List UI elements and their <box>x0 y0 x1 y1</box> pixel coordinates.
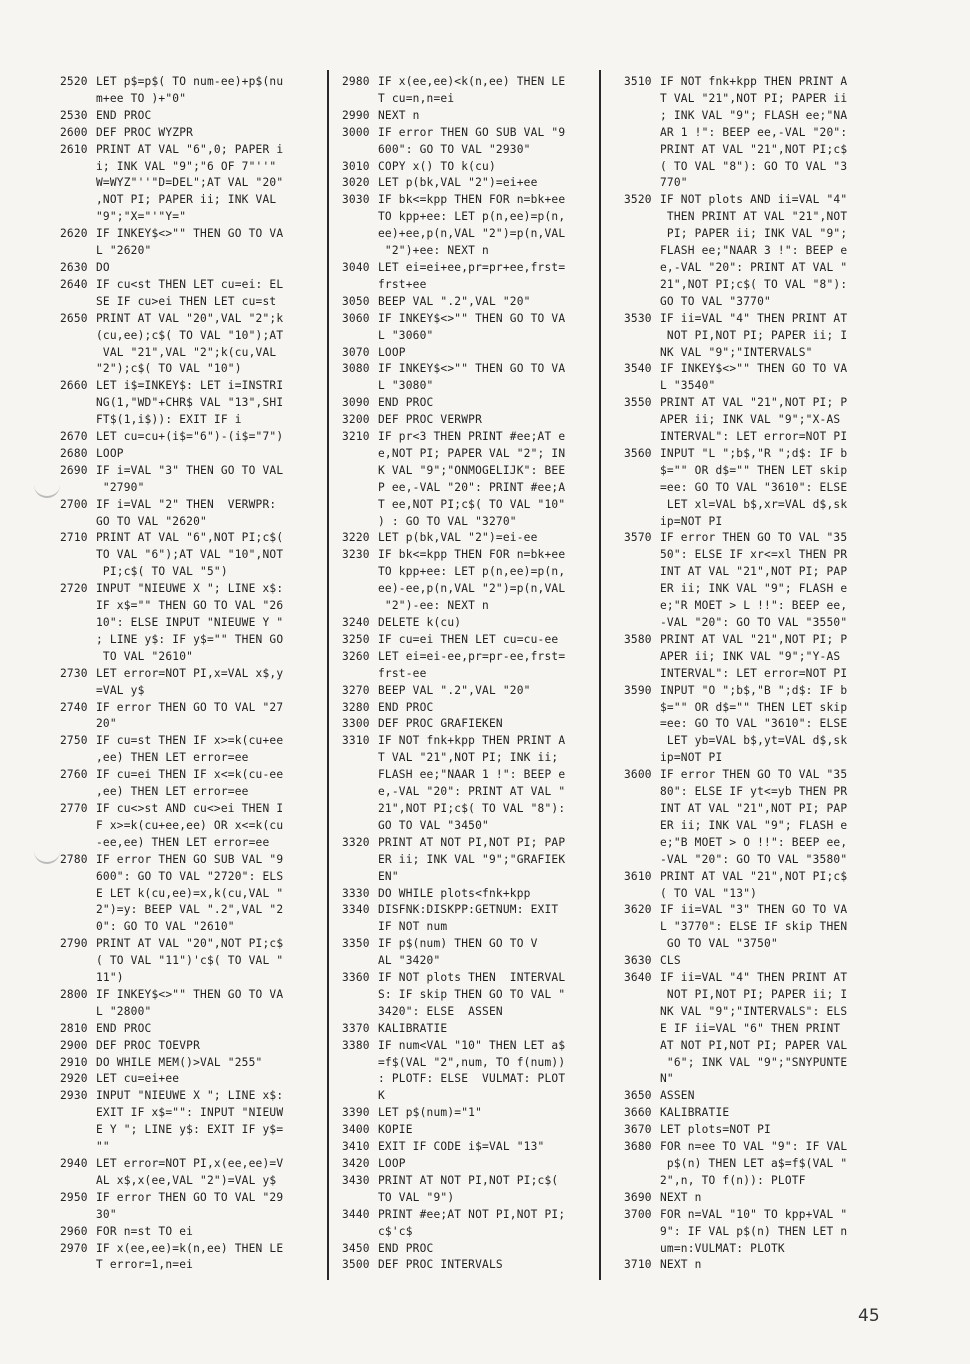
code-text: IF x(ee,ee)<k(n,ee) THEN LE T cu=n,n=ei <box>378 75 566 105</box>
code-text: IF INKEY$<>"" THEN GO TO VA L "2620" <box>96 227 284 258</box>
code-text: IF cu=ei THEN LET cu=cu-ee <box>378 632 559 646</box>
line-number: 2940 <box>60 1157 88 1170</box>
program-line <box>342 260 586 294</box>
line-number: 3260 <box>342 649 370 663</box>
column-divider <box>599 70 601 1280</box>
code-text: KALIBRATIE <box>660 1106 730 1120</box>
line-number: 2970 <box>60 1241 88 1255</box>
line-number: 3090 <box>342 396 370 410</box>
code-text: DO WHILE MEM()>VAL "255" <box>96 1055 263 1069</box>
line-number: 3070 <box>342 345 370 359</box>
program-line <box>60 378 322 429</box>
line-number: 2750 <box>60 734 88 748</box>
code-text: KOPIE <box>378 1123 413 1137</box>
code-text: LOOP <box>96 446 124 460</box>
line-number: 3620 <box>624 903 652 917</box>
program-line <box>342 970 586 1021</box>
program-line <box>60 260 322 277</box>
line-number: 2950 <box>60 1190 88 1204</box>
code-text: END PROC <box>96 1021 152 1035</box>
line-number: 3510 <box>624 75 652 88</box>
code-text: COPY x() TO k(cu) <box>378 159 496 173</box>
program-line <box>60 1071 322 1088</box>
code-text: IF bk<=kpp THEN FOR n=bk+ee TO kpp+ee: LET p(n,ee)=p(n, ee)+ee,p(n,VAL "2")=p(n,VAL "2")+ee: NEXT n <box>378 193 566 258</box>
line-number: 3210 <box>342 430 370 444</box>
program-line <box>624 361 870 395</box>
code-text: IF cu=st THEN IF x>=k(cu+ee ,ee) THEN LET error=ee <box>96 734 284 765</box>
program-line <box>624 530 870 631</box>
code-text: IF error THEN GO TO VAL "27 20" <box>96 700 284 731</box>
program-line <box>342 345 586 362</box>
program-line <box>60 1021 322 1038</box>
code-text: LET plots=NOT PI <box>660 1123 771 1137</box>
program-line <box>60 1190 322 1224</box>
line-number: 3580 <box>624 632 652 646</box>
program-line <box>342 361 586 395</box>
program-line <box>624 902 870 953</box>
line-number: 3320 <box>342 835 370 849</box>
line-number: 3420 <box>342 1157 370 1170</box>
program-line <box>624 970 870 1088</box>
program-line <box>624 1257 870 1274</box>
line-number: 3270 <box>342 683 370 697</box>
line-number: 2720 <box>60 582 88 596</box>
program-line <box>60 1224 322 1241</box>
program-line <box>342 429 586 530</box>
program-line <box>342 733 586 834</box>
code-text: NEXT n <box>660 1190 702 1204</box>
code-text: PRINT #ee;AT NOT PI,NOT PI; c$'c$ <box>378 1207 566 1238</box>
program-line <box>624 192 870 310</box>
code-text: NEXT n <box>378 108 420 122</box>
code-text: LOOP <box>378 345 406 359</box>
line-number: 3680 <box>624 1140 652 1154</box>
program-line <box>342 1257 586 1274</box>
line-number: 2760 <box>60 768 88 782</box>
program-line <box>342 547 586 615</box>
program-line <box>342 1122 586 1139</box>
code-text: INPUT "O ";b$,"B ";d$: IF b $="" OR d$="" THEN LET skip =ee: GO TO VAL "3610": ELSE LET yb=VAL b$,yt=VAL d$,sk ip=NOT PI <box>660 683 848 765</box>
line-number: 2690 <box>60 463 88 477</box>
code-text: PRINT AT VAL "20",VAL "2";k (cu,ee);c$( TO VAL "10");AT VAL "21",VAL "2";k(cu,VAL "2");c$( TO VAL "10") <box>96 311 284 376</box>
program-line <box>624 1139 870 1190</box>
program-line <box>342 1038 586 1106</box>
code-text: PRINT AT VAL "6",NOT PI;c$( TO VAL "6");AT VAL "10",NOT PI;c$( TO VAL "5") <box>96 531 284 579</box>
line-number: 3250 <box>342 632 370 646</box>
code-text: LET cu=cu+(i$="6")-(i$="7") <box>96 430 284 444</box>
program-line <box>624 1122 870 1139</box>
program-line <box>342 835 586 886</box>
code-text: LET p(bk,VAL "2")=ei-ee <box>378 531 538 545</box>
line-number: 3530 <box>624 311 652 325</box>
program-line <box>342 1156 586 1173</box>
code-text: LET i$=INKEY$: LET i=INSTRI NG(1,"WD"+CHR$ VAL "13",SHI FT$(1,i$)): EXIT IF i <box>96 379 284 427</box>
line-number: 3220 <box>342 531 370 545</box>
line-number: 2600 <box>60 125 88 139</box>
program-line <box>342 1241 586 1258</box>
line-number: 3040 <box>342 260 370 274</box>
line-number: 2640 <box>60 277 88 291</box>
line-number: 3650 <box>624 1089 652 1103</box>
line-number: 3200 <box>342 413 370 427</box>
code-text: DO <box>96 260 110 274</box>
line-number: 3430 <box>342 1173 370 1187</box>
code-text: IF i=VAL "2" THEN VERWPR: GO TO VAL "2620" <box>96 497 277 528</box>
code-text: LET p$(num)="1" <box>378 1106 483 1120</box>
code-text: DELETE k(cu) <box>378 616 462 629</box>
program-line <box>342 125 586 159</box>
program-line <box>342 1021 586 1038</box>
line-number: 3710 <box>624 1258 652 1272</box>
line-number: 3410 <box>342 1140 370 1154</box>
line-number: 2670 <box>60 430 88 444</box>
code-text: IF error THEN GO TO VAL "29 30" <box>96 1190 284 1221</box>
code-text: LET error=NOT PI,x=VAL x$,y =VAL y$ <box>96 666 284 697</box>
program-line <box>342 1173 586 1207</box>
program-line <box>60 530 322 581</box>
program-line <box>342 1139 586 1156</box>
code-text: END PROC <box>378 700 434 714</box>
program-line <box>624 683 870 768</box>
code-text: END PROC <box>378 1241 434 1255</box>
code-text: IF error THEN GO SUB VAL "9 600": GO TO VAL "2720": ELS E LET k(cu,ee)=x,k(cu,VAL " 2")=y: BEEP VAL ".2",VAL "2 0": GO TO VAL "2610" <box>96 852 284 934</box>
code-text: KALIBRATIE <box>378 1021 448 1035</box>
code-text: PRINT AT VAL "20",NOT PI;c$ ( TO VAL "11")'c$( TO VAL " 11") <box>96 937 284 985</box>
line-number: 3390 <box>342 1106 370 1120</box>
binder-hole-mark <box>34 850 60 864</box>
code-text: FOR n=VAL "10" TO kpp+VAL " 9": IF VAL p$(n) THEN LET n um=n:VULMAT: PLOTK <box>660 1207 848 1255</box>
program-line <box>342 886 586 903</box>
code-text: IF ii=VAL "3" THEN GO TO VA L "3770": ELSE IF skip THEN GO TO VAL "3750" <box>660 903 848 951</box>
line-number: 2530 <box>60 108 88 122</box>
line-number: 2960 <box>60 1224 88 1238</box>
line-number: 3030 <box>342 193 370 207</box>
code-text: PRINT AT VAL "21",NOT PI;c$ ( TO VAL "13") <box>660 869 848 900</box>
code-text: IF ii=VAL "4" THEN PRINT AT NOT PI,NOT PI; PAPER ii; I NK VAL "9";"INTERVALS" <box>660 311 848 359</box>
code-text: PRINT AT VAL "21",NOT PI; P APER ii; INK VAL "9";"X-AS INTERVAL": LET error=NOT PI <box>660 396 848 444</box>
line-number: 3440 <box>342 1207 370 1221</box>
code-text: PRINT AT VAL "6",0; PAPER i i; INK VAL "9";"6 OF 7"''" W=WYZ"''"D=DEL";AT VAL "20" ,NOT PI; PAPER ii; INK VAL "9";"X="'"Y=" <box>96 142 284 224</box>
program-line <box>60 666 322 700</box>
program-line <box>342 1105 586 1122</box>
line-number: 2810 <box>60 1021 88 1035</box>
program-line <box>342 175 586 192</box>
line-number: 2710 <box>60 531 88 545</box>
line-number: 2770 <box>60 801 88 815</box>
program-line <box>60 226 322 260</box>
code-text: END PROC <box>378 396 434 410</box>
program-line <box>60 125 322 142</box>
line-number: 3540 <box>624 362 652 376</box>
program-line <box>60 700 322 734</box>
line-number: 3610 <box>624 869 652 883</box>
code-text: DEF PROC GRAFIEKEN <box>378 717 503 731</box>
program-line <box>60 801 322 852</box>
program-line <box>342 615 586 632</box>
program-line <box>60 446 322 463</box>
program-line <box>60 463 322 497</box>
code-text: IF bk<=kpp THEN FOR n=bk+ee TO kpp+ee: LET p(n,ee)=p(n, ee)-ee,p(n,VAL "2")=p(n,VAL "2")-ee: NEXT n <box>378 548 566 613</box>
code-text: BEEP VAL ".2",VAL "20" <box>378 294 531 308</box>
line-number: 2650 <box>60 311 88 325</box>
program-line <box>342 700 586 717</box>
code-text: IF x(ee,ee)=k(n,ee) THEN LE T error=1,n=ei <box>96 1241 284 1272</box>
program-line <box>342 902 586 936</box>
code-text: LET ei=ei+ee,pr=pr+ee,frst= frst+ee <box>378 260 566 291</box>
code-text: IF ii=VAL "4" THEN PRINT AT NOT PI,NOT PI; PAPER ii; I NK VAL "9";"INTERVALS": ELS E IF ii=VAL "6" THEN PRINT AT NOT PI,NOT PI; PAPER VAL "6"; INK VAL "9";"SNYPUNTE N" <box>660 971 848 1086</box>
column-divider <box>327 70 329 1280</box>
code-text: INPUT "NIEUWE X "; LINE x$: EXIT IF x$="": INPUT "NIEUW E Y "; LINE y$: EXIT IF y$= "" <box>96 1089 284 1154</box>
code-text: FOR n=st TO ei <box>96 1224 194 1238</box>
line-number: 3630 <box>624 954 652 968</box>
code-text: END PROC <box>96 108 152 122</box>
line-number: 2980 <box>342 75 370 88</box>
code-text: IF NOT plots THEN INTERVAL S: IF skip THEN GO TO VAL " 3420": ELSE ASSEN <box>378 971 566 1018</box>
program-line <box>342 395 586 412</box>
program-line <box>624 1088 870 1105</box>
code-text: LOOP <box>378 1157 406 1170</box>
code-text: LET ei=ei-ee,pr=pr-ee,frst= frst-ee <box>378 649 566 680</box>
program-line <box>342 311 586 345</box>
line-number: 3400 <box>342 1123 370 1137</box>
program-line <box>60 74 322 108</box>
program-line <box>624 311 870 362</box>
line-number: 2920 <box>60 1072 88 1086</box>
line-number: 3590 <box>624 683 652 697</box>
code-text: EXIT IF CODE i$=VAL "13" <box>378 1140 545 1154</box>
program-line <box>342 683 586 700</box>
line-number: 2910 <box>60 1055 88 1069</box>
program-line <box>60 311 322 379</box>
code-text: IF INKEY$<>"" THEN GO TO VA L "3060" <box>378 311 566 342</box>
listing-column-1 <box>60 74 322 1274</box>
line-number: 3380 <box>342 1038 370 1052</box>
code-text: DEF PROC WYZPR <box>96 125 194 139</box>
program-line <box>60 142 322 227</box>
code-text: IF NOT fnk+kpp THEN PRINT A T VAL "21",NOT PI; PAPER ii ; INK VAL "9"; FLASH ee;"NA AR 1 !": BEEP ee,-VAL "20": PRINT AT VAL "21",NOT PI;c$ ( TO VAL "8"): GO TO VAL "3 770" <box>660 75 848 190</box>
code-text: IF pr<3 THEN PRINT #ee;AT e e,NOT PI; PAPER VAL "2"; IN K VAL "9";"ONMOGELIJK": BEE P ee,-VAL "20": PRINT #ee;A T ee,NOT PI;c$( TO VAL "10" ) : GO TO VAL "3270" <box>378 430 566 528</box>
line-number: 2630 <box>60 260 88 274</box>
code-text: IF INKEY$<>"" THEN GO TO VA L "3080" <box>378 362 566 393</box>
line-number: 3500 <box>342 1258 370 1272</box>
program-line <box>60 987 322 1021</box>
code-text: DEF PROC VERWPR <box>378 413 483 427</box>
program-line <box>342 294 586 311</box>
code-text: PRINT AT VAL "21",NOT PI; P APER ii; INK VAL "9";"Y-AS INTERVAL": LET error=NOT PI <box>660 632 848 680</box>
code-text: IF error THEN GO TO VAL "35 50": ELSE IF xr<=xl THEN PR INT AT VAL "21",NOT PI; PAP ER ii; INK VAL "9"; FLASH e e;"R MOET > L !!": BEEP ee, -VAL "20": GO TO VAL "3550" <box>660 531 848 629</box>
program-line <box>342 716 586 733</box>
code-text: IF INKEY$<>"" THEN GO TO VA L "2800" <box>96 987 284 1018</box>
program-line <box>624 953 870 970</box>
line-number: 2900 <box>60 1038 88 1052</box>
code-text: DEF PROC TOEVPR <box>96 1038 201 1052</box>
code-text: IF INKEY$<>"" THEN GO TO VA L "3540" <box>660 362 848 393</box>
code-text: LET p(bk,VAL "2")=ei+ee <box>378 176 538 190</box>
line-number: 2620 <box>60 227 88 241</box>
listing-column-2 <box>342 74 586 1274</box>
program-line <box>342 530 586 547</box>
program-line <box>60 1038 322 1055</box>
line-number: 2730 <box>60 666 88 680</box>
line-number: 3050 <box>342 294 370 308</box>
code-text: IF cu=ei THEN IF x<=k(cu-ee ,ee) THEN LET error=ee <box>96 768 284 799</box>
line-number: 3230 <box>342 548 370 562</box>
line-number: 3370 <box>342 1021 370 1035</box>
program-line <box>60 767 322 801</box>
program-line <box>342 192 586 260</box>
line-number: 3600 <box>624 768 652 782</box>
line-number: 3350 <box>342 937 370 951</box>
program-line <box>624 1190 870 1207</box>
line-number: 3660 <box>624 1106 652 1120</box>
code-text: IF error THEN GO SUB VAL "9 600": GO TO VAL "2930" <box>378 125 566 156</box>
line-number: 3690 <box>624 1190 652 1204</box>
line-number: 3670 <box>624 1123 652 1137</box>
code-text: IF p$(num) THEN GO TO V AL "3420" <box>378 937 538 968</box>
line-number: 3450 <box>342 1241 370 1255</box>
code-text: PRINT AT NOT PI,NOT PI;c$( TO VAL "9") <box>378 1173 559 1204</box>
listing-column-3 <box>624 74 870 1274</box>
code-text: ASSEN <box>660 1089 695 1103</box>
line-number: 2790 <box>60 937 88 951</box>
program-line <box>342 74 586 108</box>
code-text: IF cu<st THEN LET cu=ei: EL SE IF cu>ei THEN LET cu=st <box>96 277 284 308</box>
program-line <box>60 497 322 531</box>
line-number: 2610 <box>60 142 88 156</box>
line-number: 3700 <box>624 1207 652 1221</box>
line-number: 2800 <box>60 987 88 1001</box>
line-number: 3010 <box>342 159 370 173</box>
binder-hole-mark <box>34 484 60 498</box>
program-line <box>624 446 870 531</box>
line-number: 3240 <box>342 616 370 629</box>
program-line <box>342 108 586 125</box>
line-number: 3310 <box>342 734 370 748</box>
line-number: 3000 <box>342 125 370 139</box>
line-number: 3300 <box>342 717 370 731</box>
code-text: IF error THEN GO TO VAL "35 80": ELSE IF yt<=yb THEN PR INT AT VAL "21",NOT PI; PAP ER ii; INK VAL "9"; FLASH e e;"B MOET > O !!": BEEP ee, -VAL "20": GO TO VAL "3580" <box>660 768 848 866</box>
program-line <box>60 1156 322 1190</box>
code-text: INPUT "L ";b$,"R ";d$: IF b $="" OR d$="" THEN LET skip =ee: GO TO VAL "3610": ELSE LET xl=VAL b$,xr=VAL d$,sk ip=NOT PI <box>660 446 848 528</box>
line-number: 3340 <box>342 903 370 917</box>
line-number: 3280 <box>342 700 370 714</box>
code-text: CLS <box>660 954 681 968</box>
line-number: 2740 <box>60 700 88 714</box>
line-number: 2660 <box>60 379 88 393</box>
line-number: 3570 <box>624 531 652 545</box>
program-line <box>624 767 870 868</box>
code-text: IF num<VAL "10" THEN LET a$ =f$(VAL "2",num, TO f(num)) : PLOTF: ELSE VULMAT: PLOT K <box>378 1038 566 1103</box>
program-line <box>60 733 322 767</box>
program-line <box>60 1241 322 1275</box>
line-number: 2990 <box>342 108 370 122</box>
line-number: 3550 <box>624 396 652 410</box>
line-number: 2930 <box>60 1089 88 1103</box>
line-number: 2780 <box>60 852 88 866</box>
code-text: IF NOT plots AND ii=VAL "4" THEN PRINT AT VAL "21",NOT PI; PAPER ii; INK VAL "9"; FLASH ee;"NAAR 3 !": BEEP e e,-VAL "20": PRINT AT VAL " 21",NOT PI;c$( TO VAL "8"): GO TO VAL "3770" <box>660 193 848 308</box>
code-text: BEEP VAL ".2",VAL "20" <box>378 683 531 697</box>
code-text: IF i=VAL "3" THEN GO TO VAL "2790" <box>96 463 284 494</box>
program-line <box>624 74 870 192</box>
page-number: 45 <box>858 1306 880 1326</box>
line-number: 3360 <box>342 971 370 985</box>
code-text: DEF PROC INTERVALS <box>378 1258 503 1272</box>
program-line <box>60 429 322 446</box>
code-text: PRINT AT NOT PI,NOT PI; PAP ER ii; INK VAL "9";"GRAFIEK EN" <box>378 835 566 883</box>
code-text: NEXT n <box>660 1258 702 1272</box>
program-line <box>60 581 322 666</box>
line-number: 2700 <box>60 497 88 511</box>
line-number: 2680 <box>60 446 88 460</box>
code-text: IF NOT fnk+kpp THEN PRINT A T VAL "21",NOT PI; INK ii; FLASH ee;"NAAR 1 !": BEEP e e,-VAL "20": PRINT AT VAL " 21",NOT PI;c$( TO VAL "8"): GO TO VAL "3450" <box>378 734 566 832</box>
program-line <box>624 1105 870 1122</box>
code-text: LET p$=p$( TO num-ee)+p$(nu m+ee TO )+"0" <box>96 75 284 105</box>
program-line <box>342 936 586 970</box>
code-text: IF cu<>st AND cu<>ei THEN I F x>=k(cu+ee,ee) OR x<=k(cu -ee,ee) THEN LET error=ee <box>96 801 284 849</box>
program-line <box>60 277 322 311</box>
line-number: 3060 <box>342 311 370 325</box>
program-line <box>342 159 586 176</box>
code-text: FOR n=ee TO VAL "9": IF VAL p$(n) THEN LET a$=f$(VAL " 2",n, TO f(n)): PLOTF <box>660 1140 848 1187</box>
program-line <box>60 1088 322 1156</box>
code-text: DISFNK:DISKPP:GETNUM: EXIT IF NOT num <box>378 903 559 934</box>
program-line <box>60 936 322 987</box>
program-line <box>342 632 586 649</box>
line-number: 3020 <box>342 176 370 190</box>
program-line <box>60 852 322 937</box>
code-text: INPUT "NIEUWE X "; LINE x$: IF x$="" THEN GO TO VAL "26 10": ELSE INPUT "NIEUWE Y " ; LINE y$: IF y$="" THEN GO TO VAL "2610" <box>96 582 284 663</box>
line-number: 2520 <box>60 75 88 88</box>
program-line <box>60 108 322 125</box>
program-line <box>624 1207 870 1258</box>
line-number: 3080 <box>342 362 370 376</box>
line-number: 3330 <box>342 886 370 900</box>
code-text: DO WHILE plots<fnk+kpp <box>378 886 531 900</box>
line-number: 3640 <box>624 971 652 985</box>
program-line <box>624 395 870 446</box>
program-line <box>342 412 586 429</box>
line-number: 3520 <box>624 193 652 207</box>
program-line <box>60 1055 322 1072</box>
program-line <box>342 649 586 683</box>
code-text: LET error=NOT PI,x(ee,ee)=V AL x$,x(ee,VAL "2")=VAL y$ <box>96 1157 284 1187</box>
program-line <box>342 1207 586 1241</box>
program-line <box>624 869 870 903</box>
program-line <box>624 632 870 683</box>
line-number: 3560 <box>624 446 652 460</box>
code-text: LET cu=ei+ee <box>96 1072 180 1086</box>
